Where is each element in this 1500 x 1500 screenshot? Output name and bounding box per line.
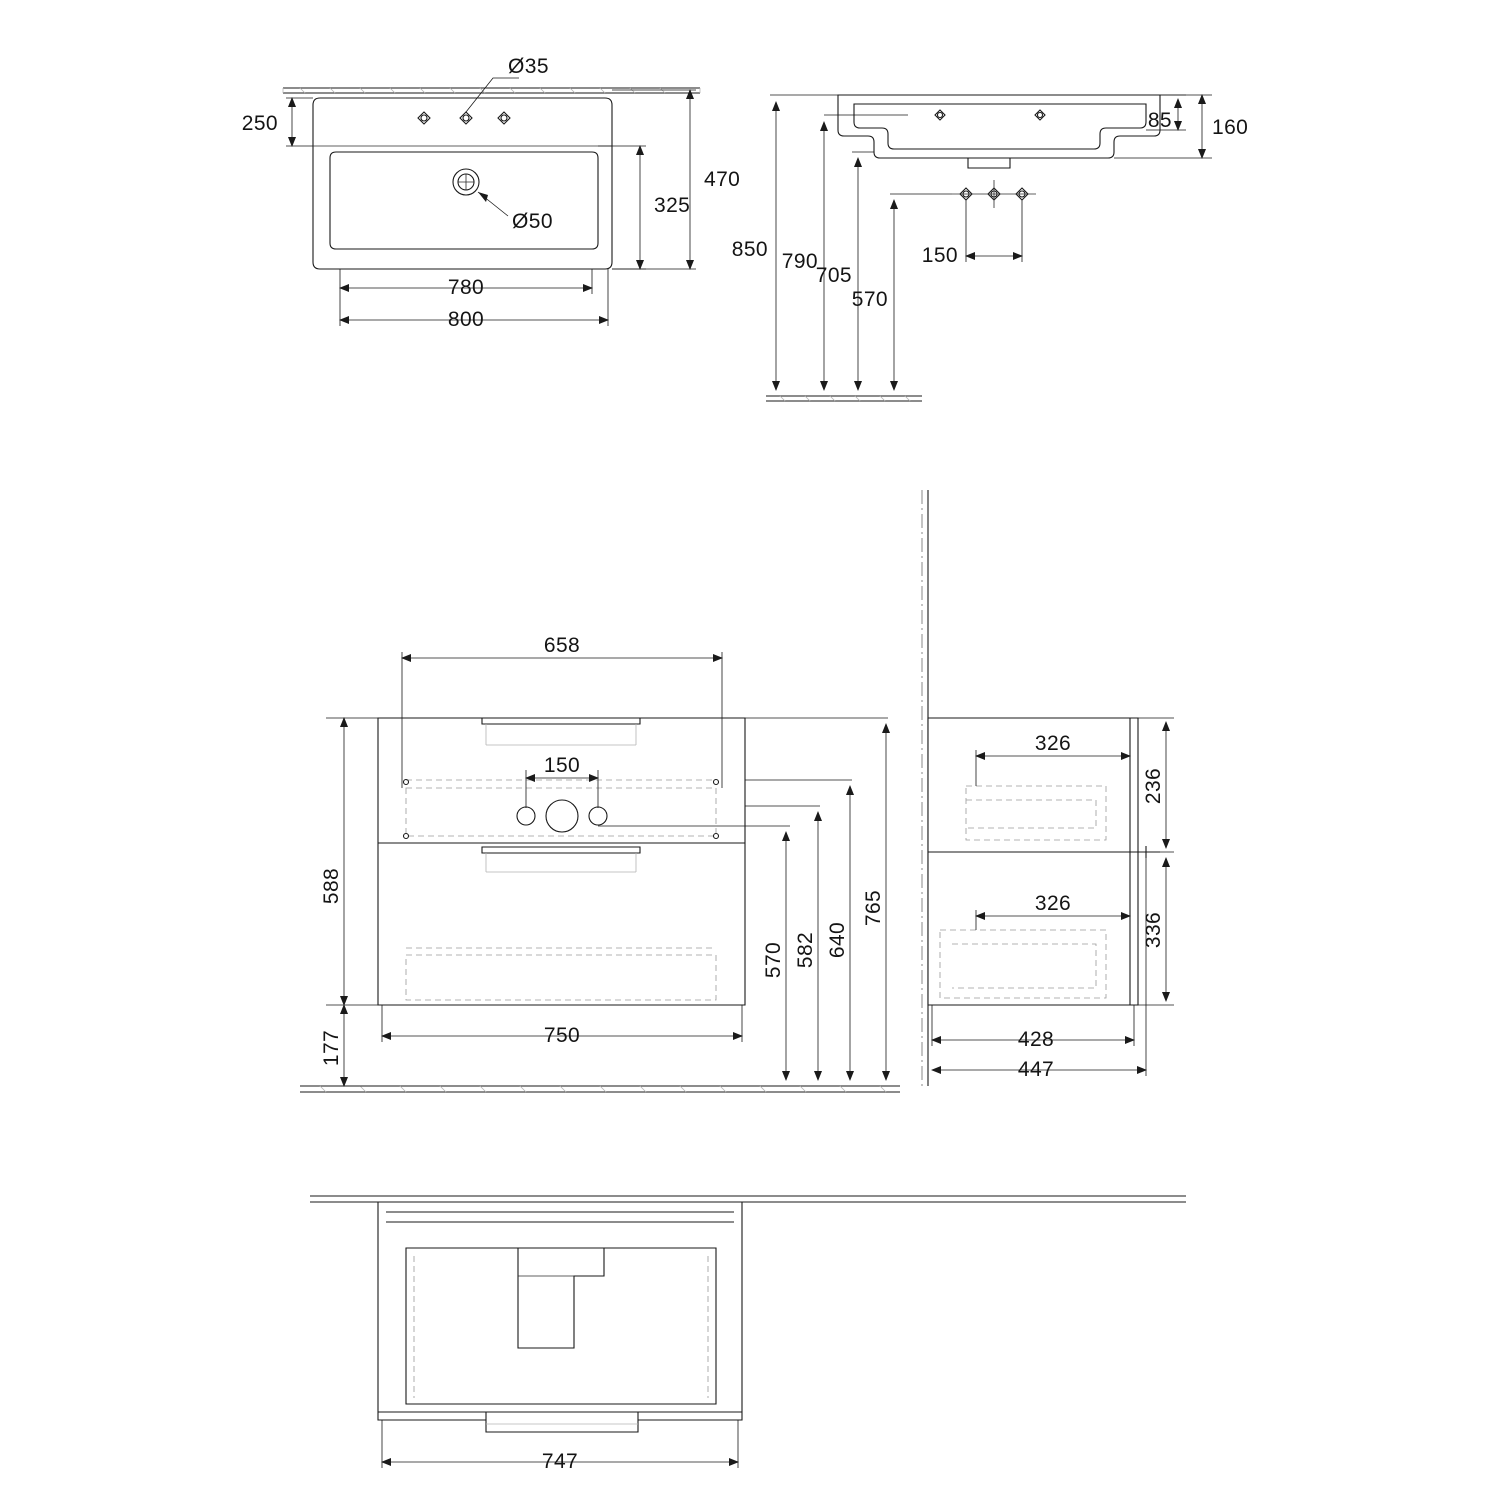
label-588: 588 [320, 867, 343, 905]
label-765: 765 [862, 889, 885, 927]
label-326-bottom: 326 [1034, 892, 1072, 915]
label-326-top: 326 [1034, 732, 1072, 755]
label-582: 582 [794, 931, 817, 969]
label-447: 447 [1017, 1058, 1055, 1081]
label-570-front: 570 [762, 941, 785, 979]
label-428: 428 [1017, 1028, 1055, 1051]
label-325: 325 [654, 194, 691, 217]
waste-hole [453, 169, 479, 195]
label-160: 160 [1212, 116, 1249, 139]
view-vanity-side-section [922, 490, 1174, 1086]
label-236: 236 [1142, 767, 1165, 805]
label-570-side: 570 [851, 288, 888, 311]
label-800: 800 [447, 308, 485, 331]
view-washbasin-top [242, 55, 741, 331]
label-658: 658 [543, 634, 581, 657]
label-dia-35: Ø35 [508, 55, 549, 78]
label-250: 250 [241, 112, 278, 135]
label-470: 470 [704, 168, 741, 191]
view-vanity-bottom [310, 1196, 1186, 1473]
view-washbasin-side [732, 95, 1249, 401]
label-750: 750 [543, 1024, 581, 1047]
label-177: 177 [320, 1029, 343, 1067]
label-705: 705 [815, 264, 852, 287]
label-336: 336 [1142, 911, 1165, 949]
label-790: 790 [781, 250, 818, 273]
view-vanity-front [300, 634, 900, 1092]
label-747: 747 [541, 1450, 579, 1473]
label-640: 640 [826, 921, 849, 959]
label-150-front: 150 [543, 754, 581, 777]
label-780: 780 [447, 276, 485, 299]
label-85: 85 [1147, 109, 1172, 132]
label-850: 850 [731, 238, 768, 261]
label-150-side: 150 [921, 244, 958, 267]
side-bracket-holes [952, 180, 1036, 208]
label-dia-50: Ø50 [512, 210, 553, 233]
